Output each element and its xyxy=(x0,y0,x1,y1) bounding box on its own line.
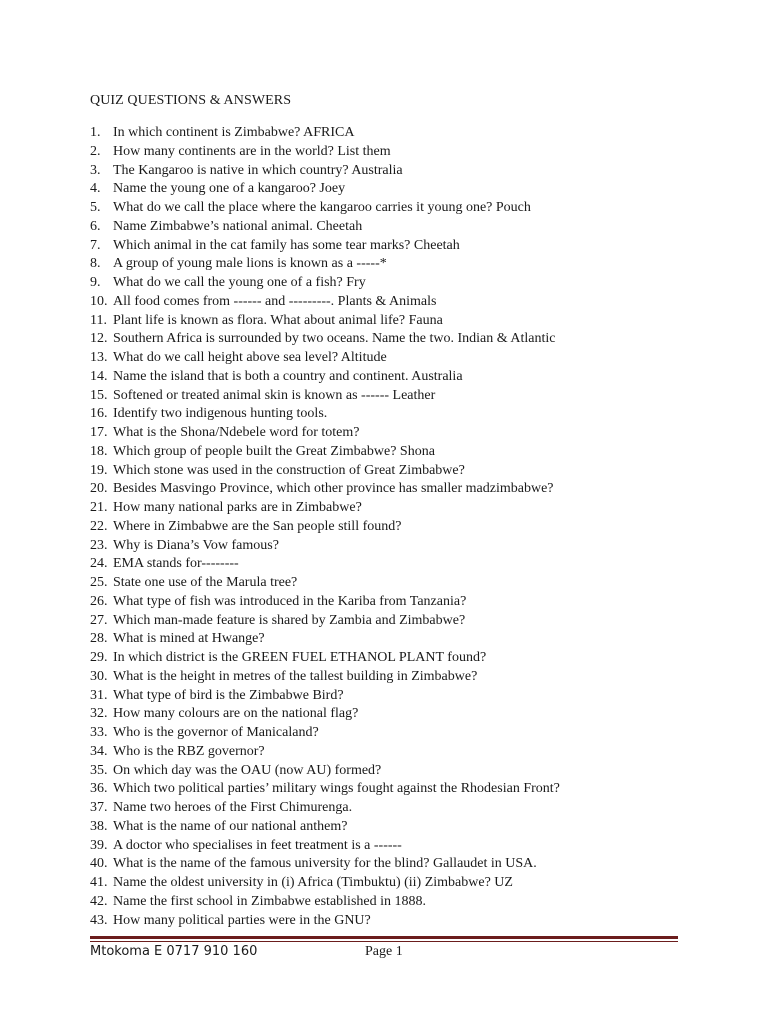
question-item xyxy=(90,912,560,931)
question-text: Southern Africa is surrounded by two oceans. Name the two. Indian & Atlantic xyxy=(113,331,556,347)
footer-page-number: Page 1 xyxy=(365,944,403,959)
question-number: 32. xyxy=(90,706,108,722)
question-text: A group of young male lions is known as a -----* xyxy=(113,256,387,272)
question-item xyxy=(90,424,560,443)
question-number: 39. xyxy=(90,837,108,853)
question-text: Name the island that is both a country and continent. Australia xyxy=(113,368,463,384)
question-text: Where in Zimbabwe are the San people still found? xyxy=(113,518,402,534)
question-text: What is the name of our national anthem? xyxy=(113,818,348,834)
question-number: 35. xyxy=(90,762,108,778)
question-number: 19. xyxy=(90,462,108,478)
question-text: Who is the RBZ governor? xyxy=(113,743,265,759)
question-number: 42. xyxy=(90,893,108,909)
question-item xyxy=(90,593,560,612)
question-text: Which stone was used in the construction of Great Zimbabwe? xyxy=(113,462,465,478)
question-item xyxy=(90,687,560,706)
question-item xyxy=(90,405,560,424)
question-item xyxy=(90,368,560,387)
question-text: How many colours are on the national flag? xyxy=(113,706,359,722)
question-number: 36. xyxy=(90,781,108,797)
question-number: 5. xyxy=(90,200,101,215)
question-text: Name the oldest university in (i) Africa (Timbuktu) (ii) Zimbabwe? UZ xyxy=(113,875,513,890)
question-number: 16. xyxy=(90,406,108,422)
question-text: Name the first school in Zimbabwe established in 1888. xyxy=(113,893,426,909)
question-item xyxy=(90,274,560,293)
question-item xyxy=(90,293,560,312)
question-text: What do we call height above sea level? Altitude xyxy=(113,350,387,365)
question-item xyxy=(90,349,560,368)
question-number: 27. xyxy=(90,612,108,628)
question-text: What is the name of the famous university for the blind? Gallaudet in USA. xyxy=(113,856,537,872)
question-text: Which man-made feature is shared by Zambia and Zimbabwe? xyxy=(113,612,466,628)
question-number: 11. xyxy=(90,312,107,328)
question-number: 29. xyxy=(90,650,108,665)
question-list xyxy=(90,124,560,930)
question-item xyxy=(90,199,560,218)
question-item xyxy=(90,255,560,274)
question-text: Plant life is known as flora. What about animal life? Fauna xyxy=(113,312,443,328)
question-text: What do we call the place where the kangaroo carries it young one? Pouch xyxy=(113,200,531,215)
footer-author: Mtokoma E 0717 910 160 xyxy=(90,944,258,959)
question-number: 3. xyxy=(90,162,101,178)
question-text: Besides Masvingo Province, which other province has smaller madzimbabwe? xyxy=(113,481,554,497)
question-text: Identify two indigenous hunting tools. xyxy=(113,406,328,422)
question-number: 13. xyxy=(90,350,108,365)
question-item xyxy=(90,724,560,743)
question-text: In which continent is Zimbabwe? AFRICA xyxy=(113,125,355,140)
question-number: 2. xyxy=(90,143,101,159)
question-text: What do we call the young one of a fish? Fry xyxy=(113,275,366,290)
question-number: 31. xyxy=(90,687,108,703)
question-number: 9. xyxy=(90,275,101,290)
question-item xyxy=(90,162,560,181)
question-number: 38. xyxy=(90,818,108,834)
question-text: State one use of the Marula tree? xyxy=(113,575,298,590)
footer-divider-thin xyxy=(90,941,678,942)
question-text: Name the young one of a kangaroo? Joey xyxy=(113,181,346,197)
question-text: Who is the governor of Manicaland? xyxy=(113,725,319,740)
question-number: 30. xyxy=(90,668,108,684)
question-number: 7. xyxy=(90,237,101,253)
question-text: On which day was the OAU (now AU) formed? xyxy=(113,762,382,778)
question-item xyxy=(90,743,560,762)
question-item xyxy=(90,837,560,856)
question-item xyxy=(90,218,560,237)
question-text: Which two political parties’ military wings fought against the Rhodesian Front? xyxy=(113,781,560,797)
question-text: What is mined at Hwange? xyxy=(113,631,265,647)
question-number: 41. xyxy=(90,875,108,890)
question-item xyxy=(90,874,560,893)
question-number: 34. xyxy=(90,743,108,759)
question-text: How many political parties were in the GNU? xyxy=(113,912,371,928)
question-text: Name two heroes of the First Chimurenga. xyxy=(113,800,353,815)
question-number: 24. xyxy=(90,556,108,572)
question-text: Name Zimbabwe’s national animal. Cheetah xyxy=(113,218,363,234)
question-item xyxy=(90,480,560,499)
question-item xyxy=(90,780,560,799)
question-number: 40. xyxy=(90,856,108,872)
question-number: 10. xyxy=(90,293,108,309)
question-number: 25. xyxy=(90,575,108,590)
question-item xyxy=(90,124,560,143)
question-number: 8. xyxy=(90,256,101,272)
question-number: 26. xyxy=(90,593,108,609)
question-number: 20. xyxy=(90,481,108,497)
question-number: 43. xyxy=(90,912,108,928)
footer-divider-thick xyxy=(90,936,678,939)
question-item xyxy=(90,237,560,256)
question-number: 17. xyxy=(90,425,108,440)
question-text: Softened or treated animal skin is known as ------ Leather xyxy=(113,387,436,403)
question-text: All food comes from ------ and ---------. Plants & Animals xyxy=(113,293,437,309)
question-text: Which animal in the cat family has some tear marks? Cheetah xyxy=(113,237,460,253)
question-number: 18. xyxy=(90,443,108,459)
question-item xyxy=(90,143,560,162)
question-item xyxy=(90,537,560,556)
question-text: What is the Shona/Ndebele word for totem? xyxy=(113,425,360,440)
question-item xyxy=(90,499,560,518)
question-number: 28. xyxy=(90,631,108,647)
question-number: 37. xyxy=(90,800,108,815)
question-item xyxy=(90,818,560,837)
question-item xyxy=(90,762,560,781)
question-item xyxy=(90,330,560,349)
question-item xyxy=(90,799,560,818)
question-number: 33. xyxy=(90,725,108,740)
question-item xyxy=(90,312,560,331)
question-item xyxy=(90,649,560,668)
question-item xyxy=(90,518,560,537)
page-title: QUIZ QUESTIONS & ANSWERS xyxy=(90,93,292,108)
question-text: What type of fish was introduced in the Kariba from Tanzania? xyxy=(113,593,467,609)
question-number: 23. xyxy=(90,537,108,553)
question-text: Why is Diana’s Vow famous? xyxy=(113,537,279,553)
question-item xyxy=(90,630,560,649)
question-number: 4. xyxy=(90,181,101,197)
question-item xyxy=(90,574,560,593)
question-item xyxy=(90,387,560,406)
question-item xyxy=(90,462,560,481)
question-item xyxy=(90,893,560,912)
question-number: 12. xyxy=(90,331,108,347)
question-text: How many continents are in the world? List them xyxy=(113,143,391,159)
question-item xyxy=(90,180,560,199)
question-text: EMA stands for-------- xyxy=(113,556,239,572)
question-text: A doctor who specialises in feet treatment is a ------ xyxy=(113,837,402,853)
question-text: Which group of people built the Great Zimbabwe? Shona xyxy=(113,443,435,459)
question-item xyxy=(90,555,560,574)
question-text: What type of bird is the Zimbabwe Bird? xyxy=(113,687,344,703)
question-item xyxy=(90,443,560,462)
question-item xyxy=(90,668,560,687)
question-number: 15. xyxy=(90,387,108,403)
question-text: In which district is the GREEN FUEL ETHANOL PLANT found? xyxy=(113,650,487,665)
question-text: How many national parks are in Zimbabwe? xyxy=(113,500,362,515)
question-text: The Kangaroo is native in which country? Australia xyxy=(113,162,403,178)
question-number: 14. xyxy=(90,368,108,384)
question-item xyxy=(90,855,560,874)
question-item xyxy=(90,705,560,724)
question-number: 21. xyxy=(90,500,108,515)
question-number: 6. xyxy=(90,218,101,234)
question-text: What is the height in metres of the tallest building in Zimbabwe? xyxy=(113,668,478,684)
question-item xyxy=(90,612,560,631)
question-number: 22. xyxy=(90,518,108,534)
question-number: 1. xyxy=(90,125,101,140)
